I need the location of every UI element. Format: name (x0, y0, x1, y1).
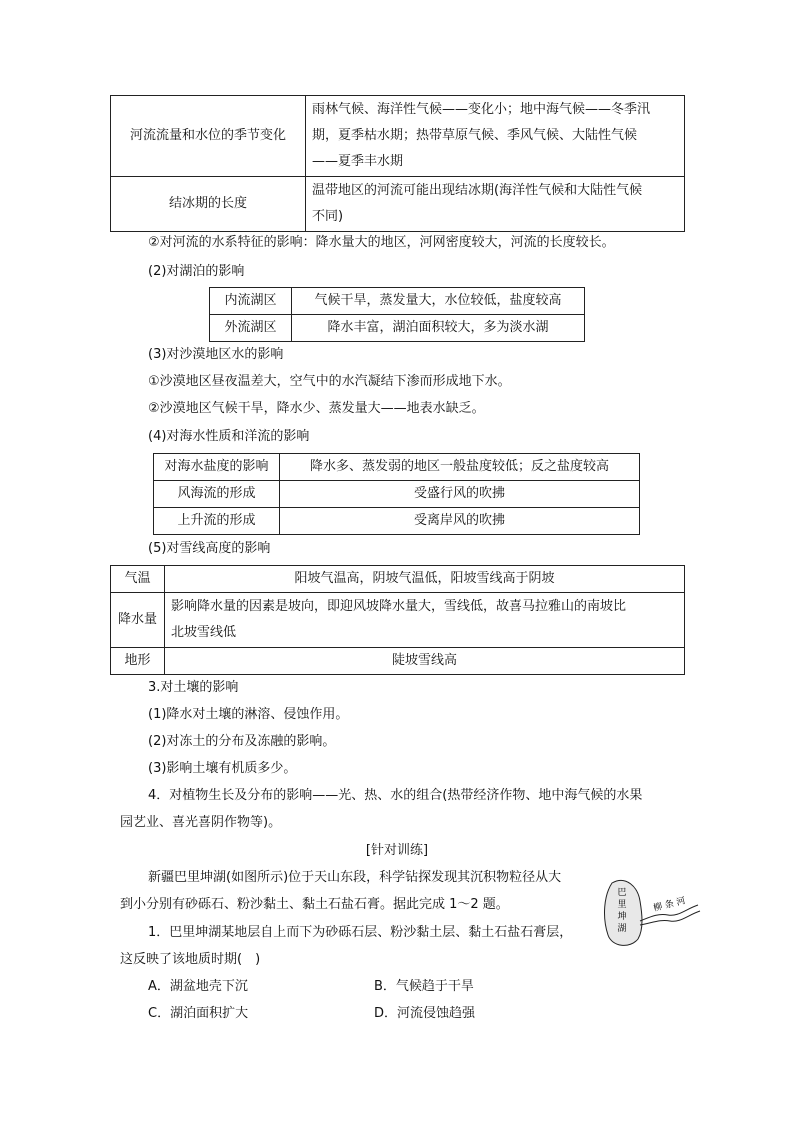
cell-line: ——夏季丰水期 (312, 154, 404, 169)
sea-heading: (4)对海水性质和洋流的影响 (148, 429, 310, 444)
lake-label: 坤 (617, 912, 627, 922)
lake-label: 巴 (617, 888, 627, 898)
soil-heading: 3.对土壤的影响 (148, 680, 239, 695)
question-1-line-1: 1．巴里坤湖某地层自上而下为砂砾石层、粉沙黏土层、黏土石盐石膏层， (148, 925, 573, 940)
table-cell-label: 风海流的形成 (154, 481, 280, 508)
river-table (110, 95, 685, 232)
table-cell-label: 上升流的形成 (154, 508, 280, 535)
snowline-table (110, 565, 685, 675)
table-cell-value (306, 96, 685, 177)
table-cell-value: 降水丰富，湖泊面积较大，多为淡水湖 (292, 315, 585, 342)
option-a[interactable]: A．湖盆地壳下沉 (148, 979, 248, 994)
table-cell-value: 气候干旱，蒸发量大，水位较低，盐度较高 (292, 288, 585, 315)
river-label: 柳 条 河 (652, 896, 687, 914)
river-line (640, 911, 700, 925)
cell-line: 温带地区的河流可能出现结冰期(海洋性气候和大陆性气候 (312, 183, 643, 198)
soil-point-1: (1)降水对土壤的淋溶、侵蚀作用。 (148, 707, 349, 722)
table-cell-value (165, 593, 685, 648)
sea-table (153, 453, 640, 535)
table-row (210, 315, 585, 342)
cell-line: 不同) (312, 209, 344, 224)
cell-line: 期，夏季枯水期；热带草原气候、季风气候、大陆性气候 (312, 128, 638, 143)
table-cell-value: 阳坡气温高，阴坡气温低，阳坡雪线高于阴坡 (165, 566, 685, 593)
soil-point-2: (2)对冻土的分布及冻融的影响。 (148, 734, 336, 749)
table-cell-label: 气温 (111, 566, 165, 593)
cell-line: 北坡雪线低 (171, 625, 237, 640)
table-cell-label: 内流湖区 (210, 288, 292, 315)
table-cell-value: 陡坡雪线高 (165, 648, 685, 675)
intro-line-2: 到小分别有砂砾石、粉沙黏土、黏土石盐石膏。据此完成 1～2 题。 (120, 897, 509, 912)
table-row (111, 593, 685, 648)
table-cell-label: 外流湖区 (210, 315, 292, 342)
cell-line: 影响降水量的因素是坡向，即迎风坡降水量大，雪线低，故喜马拉雅山的南坡比 (171, 599, 627, 614)
table-cell-label: 结冰期的长度 (111, 177, 306, 232)
table-row (111, 566, 685, 593)
table-row (154, 508, 640, 535)
table-cell-value (306, 177, 685, 232)
table-row (111, 96, 685, 177)
cell-line: 雨林气候、海洋性气候——变化小；地中海气候——冬季汛 (312, 102, 651, 117)
soil-point-3: (3)影响土壤有机质多少。 (148, 761, 297, 776)
table-row (154, 454, 640, 481)
question-1-line-2: 这反映了该地质时期( ) (120, 952, 261, 967)
desert-heading: (3)对沙漠地区水的影响 (148, 347, 284, 362)
lakes-table (209, 287, 585, 342)
barkol-lake-map (598, 873, 702, 953)
table-row (210, 288, 585, 315)
plants-line-1: 4．对植物生长及分布的影响——光、热、水的组合(热带经济作物、地中海气候的水果 (148, 788, 643, 803)
lakes-heading: (2)对湖泊的影响 (148, 264, 245, 279)
table-cell-label: 降水量 (111, 593, 165, 648)
lake-label: 湖 (617, 924, 627, 934)
table-cell-label: 河流流量和水位的季节变化 (111, 96, 306, 177)
option-d[interactable]: D．河流侵蚀趋强 (374, 1006, 476, 1021)
option-b[interactable]: B．气候趋于干旱 (374, 979, 474, 994)
table-cell-value: 降水多、蒸发弱的地区一般盐度较低；反之盐度较高 (280, 454, 640, 481)
desert-point-1: ①沙漠地区昼夜温差大，空气中的水汽凝结下渗而形成地下水。 (148, 374, 511, 389)
snowline-heading: (5)对雪线高度的影响 (148, 541, 271, 556)
option-c[interactable]: C．湖泊面积扩大 (148, 1006, 249, 1021)
table-row (154, 481, 640, 508)
training-title: [针对训练] (365, 843, 429, 858)
table-cell-label: 地形 (111, 648, 165, 675)
lake-label: 里 (617, 900, 627, 910)
table-cell-value: 受离岸风的吹拂 (280, 508, 640, 535)
table-cell-value: 受盛行风的吹拂 (280, 481, 640, 508)
intro-line-1: 新疆巴里坤湖(如图所示)位于天山东段，科学钻探发现其沉积物粒径从大 (148, 870, 562, 885)
desert-point-2: ②沙漠地区气候干旱，降水少、蒸发量大——地表水缺乏。 (148, 401, 485, 416)
plants-line-2: 园艺业、喜光喜阴作物等)。 (120, 815, 282, 830)
water-system-paragraph: ②对河流的水系特征的影响：降水量大的地区，河网密度较大，河流的长度较长。 (148, 235, 615, 250)
table-cell-label: 对海水盐度的影响 (154, 454, 280, 481)
table-row (111, 177, 685, 232)
table-row (111, 648, 685, 675)
